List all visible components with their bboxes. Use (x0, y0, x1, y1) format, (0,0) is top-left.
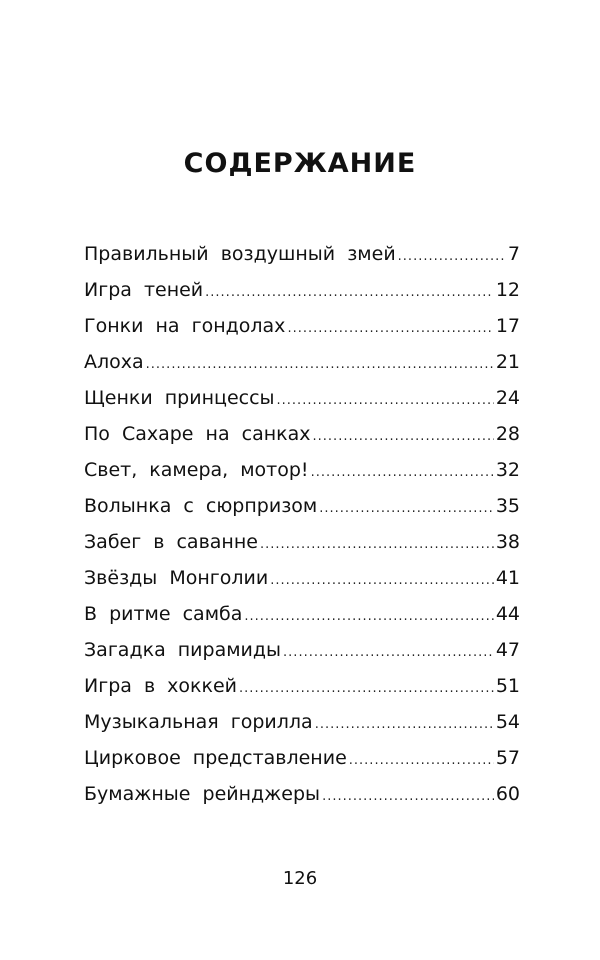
toc-entry-page: 7 (507, 243, 520, 265)
toc-entry (84, 776, 520, 812)
toc-dot-leader (349, 743, 494, 779)
toc-entry-page: 44 (495, 603, 520, 625)
page-title: СОДЕРЖАНИЕ (183, 148, 417, 179)
toc-entry-title: Забег в саванне (84, 531, 258, 553)
toc-dot-leader (146, 347, 494, 383)
toc-entry (84, 380, 520, 416)
table-of-contents (84, 236, 520, 812)
toc-entry (84, 632, 520, 668)
toc-entry (84, 668, 520, 704)
toc-entry (84, 236, 520, 272)
toc-entry-title: Щенки принцессы (84, 387, 275, 409)
toc-entry-page: 38 (495, 531, 520, 553)
toc-entry (84, 452, 520, 488)
toc-entry-page: 60 (495, 783, 520, 805)
toc-entry-title: Музыкальная горилла (84, 711, 313, 733)
toc-dot-leader (313, 419, 494, 455)
toc-entry-page: 35 (495, 495, 520, 517)
toc-entry (84, 488, 520, 524)
toc-entry-title: Волынка с сюрпризом (84, 495, 318, 517)
toc-dot-leader (239, 671, 494, 707)
toc-entry-page: 21 (495, 351, 520, 373)
toc-dot-leader (244, 599, 493, 635)
toc-entry (84, 560, 520, 596)
toc-entry (84, 740, 520, 776)
toc-dot-leader (277, 383, 494, 419)
toc-entry-title: В ритме самба (84, 603, 243, 625)
toc-entry-title: Звёзды Монголии (84, 567, 269, 589)
toc-dot-leader (319, 491, 494, 527)
toc-entry-title: Игра в хоккей (84, 675, 238, 697)
toc-dot-leader (270, 563, 494, 599)
toc-entry-title: Свет, камера, мотор! (84, 459, 309, 481)
toc-dot-leader (322, 779, 494, 815)
toc-entry-page: 57 (495, 747, 520, 769)
toc-entry (84, 596, 520, 632)
toc-dot-leader (287, 311, 493, 347)
toc-entry-title: Гонки на гондолах (84, 315, 286, 337)
toc-entry (84, 416, 520, 452)
toc-entry-page: 51 (495, 675, 520, 697)
toc-entry-page: 17 (495, 315, 520, 337)
toc-entry (84, 704, 520, 740)
toc-entry (84, 524, 520, 560)
toc-entry (84, 272, 520, 308)
toc-dot-leader (205, 275, 494, 311)
toc-dot-leader (260, 527, 494, 563)
toc-dot-leader (311, 455, 494, 491)
toc-entry-page: 47 (495, 639, 520, 661)
toc-entry-title: Бумажные рейнджеры (84, 783, 321, 805)
toc-dot-leader (283, 635, 494, 671)
toc-entry-page: 32 (495, 459, 520, 481)
toc-entry-title: По Сахаре на санках (84, 423, 311, 445)
toc-entry-page: 41 (495, 567, 520, 589)
toc-entry-page: 12 (495, 279, 520, 301)
toc-entry-page: 24 (495, 387, 520, 409)
toc-entry-page: 54 (495, 711, 520, 733)
toc-entry-title: Правильный воздушный змей (84, 243, 396, 265)
page-number: 126 (282, 868, 318, 889)
toc-entry (84, 344, 520, 380)
toc-entry (84, 308, 520, 344)
toc-entry-title: Алоха (84, 351, 144, 373)
toc-entry-title: Цирковое представление (84, 747, 347, 769)
toc-entry-page: 28 (495, 423, 520, 445)
toc-dot-leader (315, 707, 494, 743)
toc-entry-title: Загадка пирамиды (84, 639, 282, 661)
toc-dot-leader (398, 239, 506, 275)
toc-entry-title: Игра теней (84, 279, 204, 301)
